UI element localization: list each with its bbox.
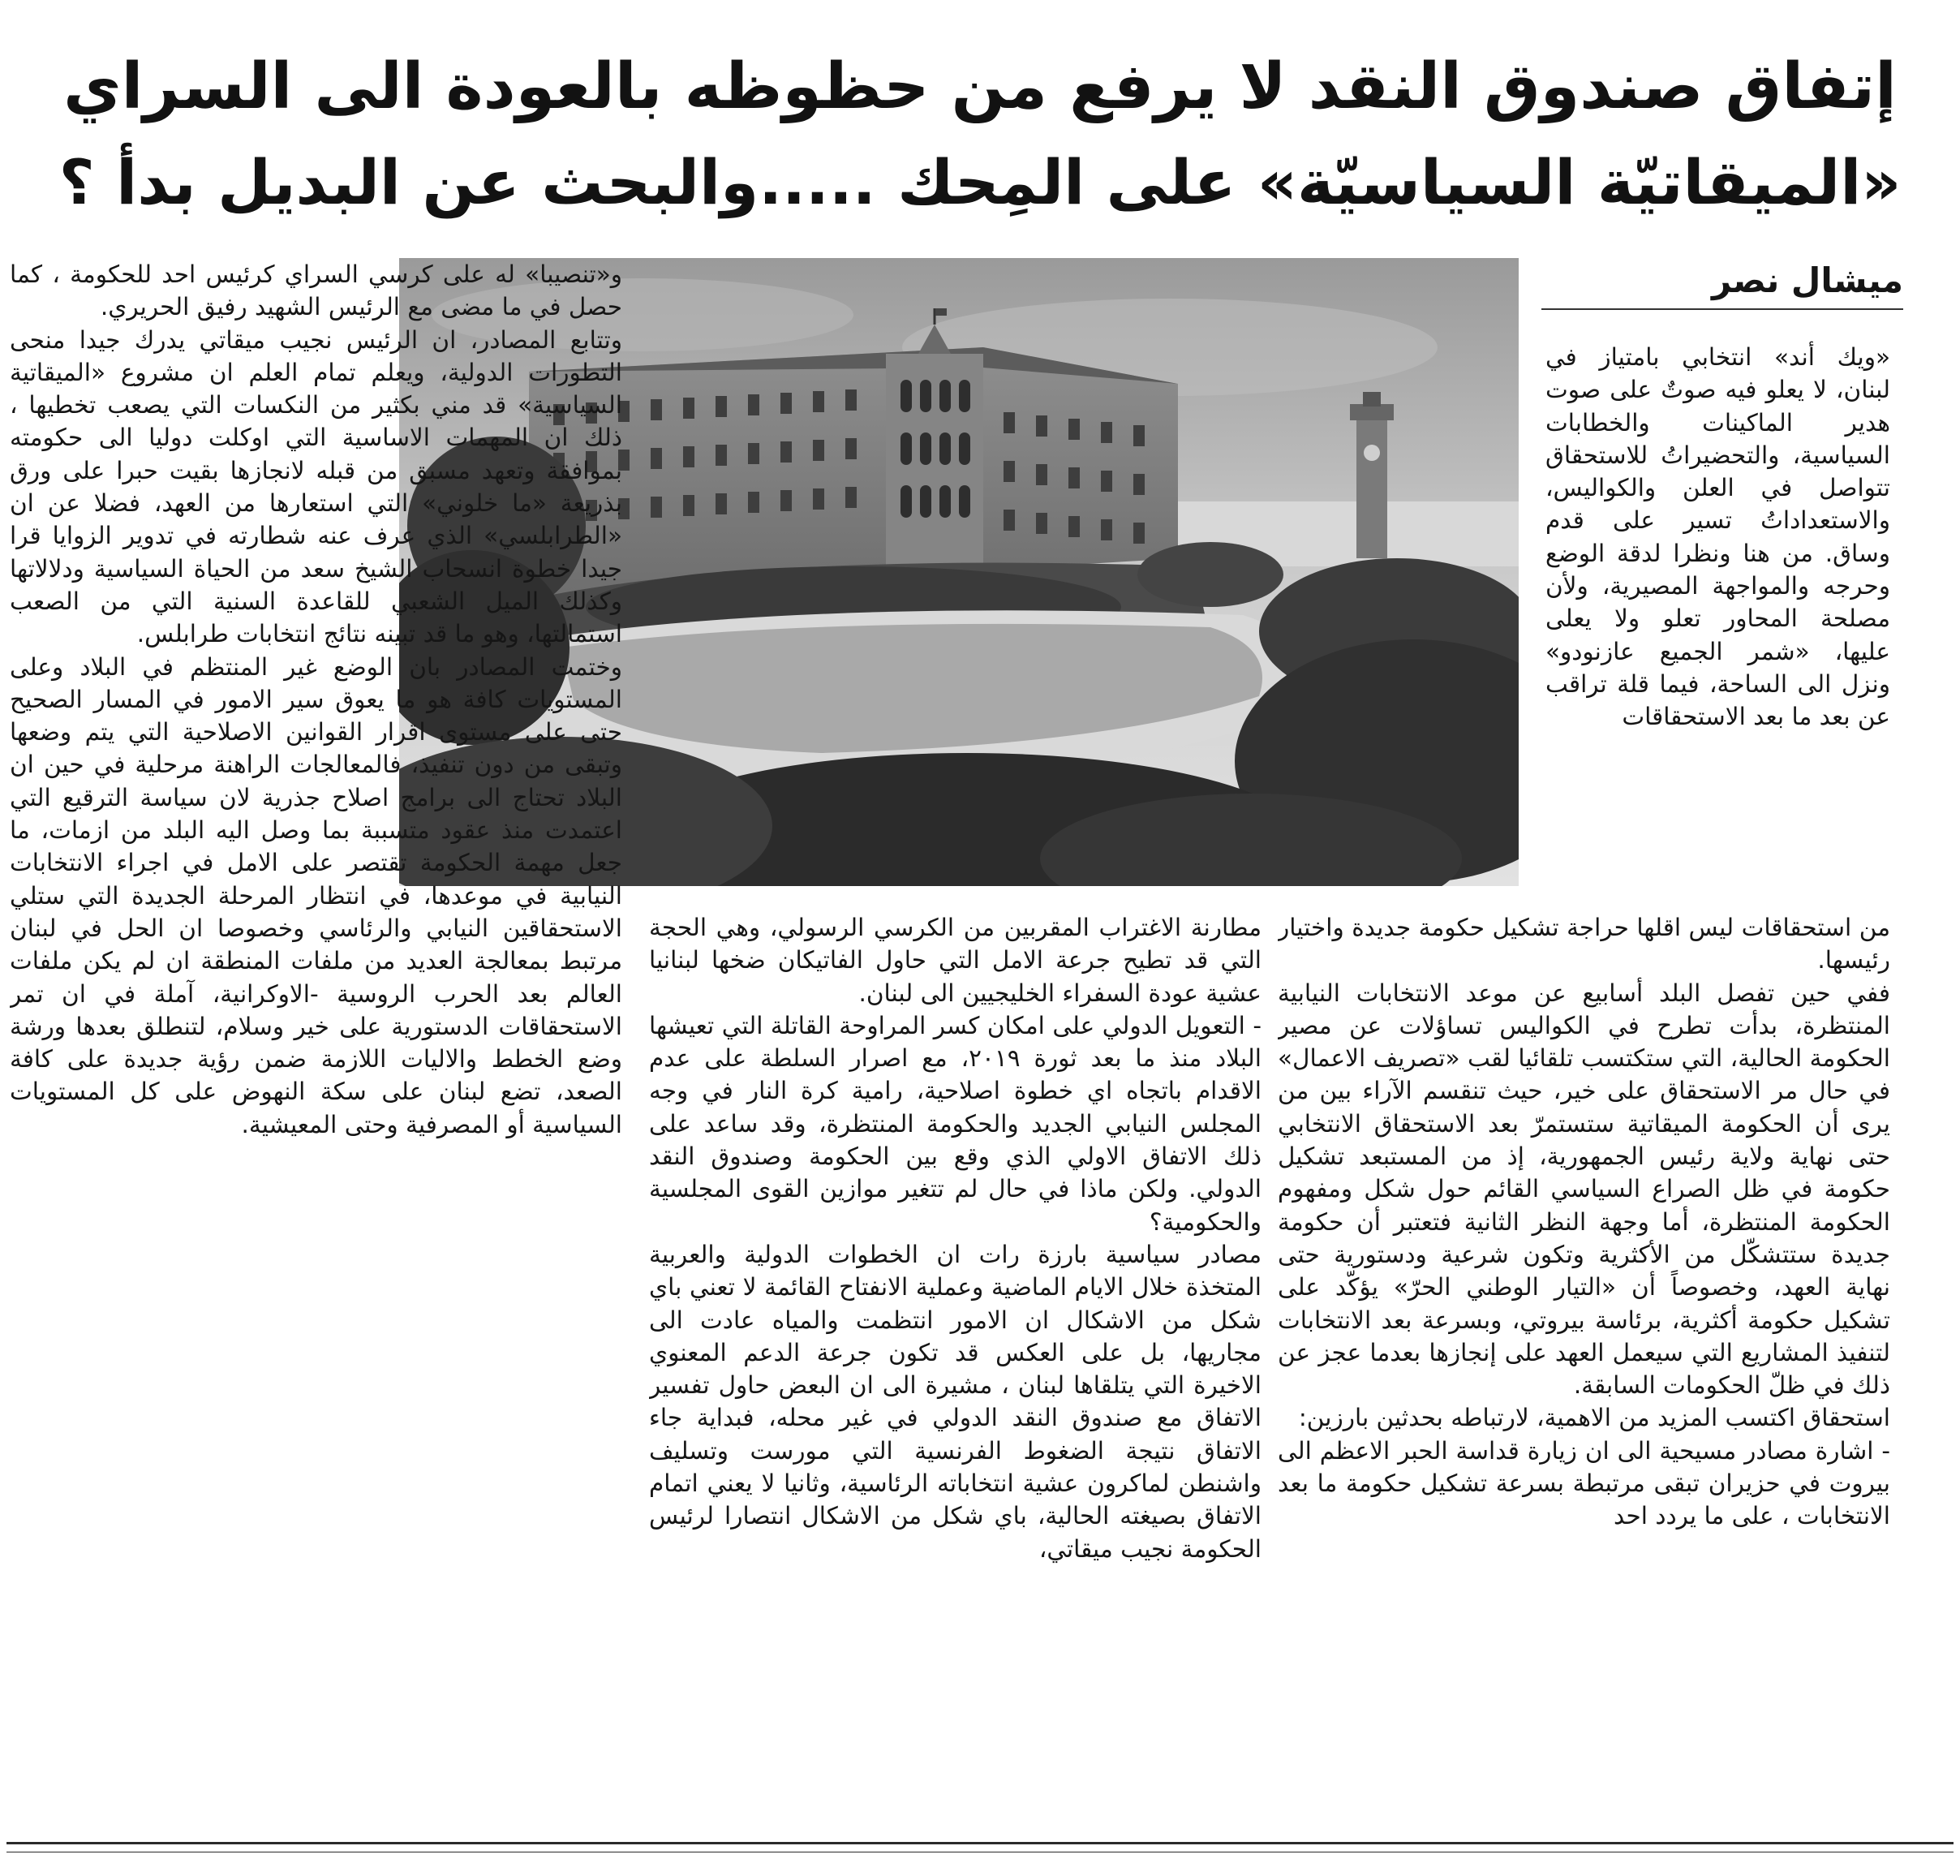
paragraph: و«تنصيبا» له على كرسي السراي كرئيس احد للحكومة ، كما حصل في ما مضى مع الرئيس الشهيد رفيق الحريري.	[10, 260, 622, 321]
bottom-rule	[6, 1842, 1954, 1844]
byline-underline	[1541, 308, 1903, 310]
paragraph: وختمت المصادر بان الوضع غير المنتظم في البلاد وعلى المستويات كافة هو ما يعوق سير الامور في المسار الصحيح حتى على مستوى اقرار القوانين الاصلاحية التي يتم وضعها وتبقى من دون تنفيذ، فالمعالجات الراهنة مرحلية في حين ان البلاد تحتاج الى برامج اصلاح جذرية لان سياسة الترقيع التي اعتمدت منذ عقود متسببة بما وصل اليه البلد من ازمات، ما جعل مهمة الحكومة تقتصر على الامل في اجراء الانتخابات النيابية في موعدها، في انتظار المرحلة الجديدة التي ستلي الاستحقاقين النيابي والرئاسي وخصوصا ان الحل في لبنان مرتبط بمعالجة العديد من ملفات المنطقة ان لم يكن ملفات العالم بعد الحرب الروسية -الاوكرانية، آملة في ان تمر الاستحقاقات الدستورية على خير وسلام، لتنطلق بعدها ورشة وضع الخطط والاليات اللازمة ضمن رؤية جديدة على كافة الصعد، تضع لبنان على سكة النهوض على كل المستويات السياسية أو المصرفية وحتى المعيشية.	[10, 652, 622, 1138]
headline-line-2: «الميقاتيّة السياسيّة» على المِحك .....والبحث عن البديل بدأ ؟	[58, 146, 1902, 218]
article-column-left	[10, 258, 622, 1828]
paragraph: من استحقاقات ليس اقلها حراجة تشكيل حكومة جديدة واختيار رئيسها.	[1278, 914, 1890, 975]
article-column-right	[1278, 911, 1890, 1832]
article-column-right-top	[1545, 341, 1890, 911]
paragraph: مصادر سياسية بارزة رات ان الخطوات الدولية والعربية المتخذة خلال الايام الماضية وعملية الانفتاح القائمة لا تعني باي شكل من الاشكال ان الامور انتظمت والمياه عادت الى مجاريها، بل على العكس قد تكون جرعة الدعم المعنوي الاخيرة التي يتلقاها لبنان ، مشيرة الى ان البعض حاول تفسير الاتفاق مع صندوق النقد الدولي في غير محله، فبداية جاء الاتفاق نتيجة الضغوط الفرنسية التي مورست وتسليف واشنطن لماكرون عشية انتخاباته الرئاسية، وثانيا لا يعني اتمام الاتفاق بصيغته الحالية، باي شكل من الاشكال انتصارا لرئيس الحكومة نجيب ميقاتي،	[649, 1240, 1262, 1563]
paragraph: - التعويل الدولي على امكان كسر المراوحة القاتلة التي تعيشها البلاد منذ ما بعد ثورة ٢٠١٩، مع اصرار السلطة على عدم الاقدام باتجاه اي خطوة اصلاحية، رامية كرة النار في وجه المجلس النيابي الجديد والحكومة المنتظرة، وقد ساعد على ذلك الاتفاق الاولي الذي وقع بين الحكومة وصندوق النقد الدولي. ولكن ماذا في حال لم تتغير موازين القوى المجلسية والحكومية؟	[649, 1011, 1262, 1236]
paragraph: مطارنة الاغتراب المقربين من الكرسي الرسولي، وهي الحجة التي قد تطيح جرعة الامل التي حاول الفاتيكان ضخها لبنانيا عشية عودة السفراء الخليجيين الى لبنان.	[649, 914, 1262, 1007]
article-column-middle	[649, 911, 1262, 1832]
paragraph: وتتابع المصادر، ان الرئيس نجيب ميقاتي يدرك جيدا منحى التطورات الدولية، ويعلم تمام العلم ان مشروع «الميقاتية السياسية» قد مني بكثير من النكسات التي يصعب تخطيها ، ذلك ان المهمات الاساسية التي اوكلت دوليا الى حكومته بموافقة وتعهد مسبق من قبله لانجازها بقيت حبرا على ورق بذريعة «ما خلوني» التي استعارها من العهد، فضلا عن ان «الطرابلسي» الذي عرف عنه شطارته في تدوير الزوايا قرا جيدا خطوة انسحاب الشيخ سعد من الحياة السياسية ودلالاتها وكذلك الميل الشعبي للقاعدة السنية التي من الصعب استمالتها، وهو ما قد تبينه نتائج انتخابات طرابلس.	[10, 325, 622, 648]
paragraph: استحقاق اكتسب المزيد من الاهمية، لارتباطه بحدثين بارزين:	[1298, 1404, 1890, 1432]
paragraph: - اشارة مصادر مسيحية الى ان زيارة قداسة الحبر الاعظم الى بيروت في حزيران تبقى مرتبطة بسرعة تشكيل حكومة ما بعد الانتخابات ، على ما يردد احد	[1278, 1436, 1890, 1530]
paragraph: ففي حين تفصل البلد أسابيع عن موعد الانتخابات النيابية المنتظرة، بدأت تطرح في الكواليس تساؤلات عن مصير الحكومة الحالية، التي ستكتسب تلقائيا لقب «تصريف الاعمال» في حال مر الاستحقاق على خير، حيث تنقسم الآراء بين من يرى أن الحكومة الميقاتية ستستمرّ بعد الاستحقاق الانتخابي حتى نهاية ولاية رئيس الجمهورية، إذ من المستبعد تشكيل حكومة في ظل الصراع السياسي القائم حول شكل ومفهوم الحكومة المنتظرة، أما وجهة النظر الثانية فتعتبر أن حكومة جديدة ستتشكّل من الأكثرية وتكون شرعية ودستورية حتى نهاية العهد، وخصوصاً أن «التيار الوطني الحرّ» يؤكّد على تشكيل حكومة أكثرية، برئاسة بيروتي، وبسرعة بعد الانتخابات لتنفيذ المشاريع التي سيعمل العهد على إنجازها بعدما عجز عن ذلك في ظلّ الحكومات السابقة.	[1278, 979, 1890, 1400]
byline-author: ميشال نصر	[1711, 260, 1903, 300]
headline-line-1: إتفاق صندوق النقد لا يرفع من حظوظه بالعودة الى السراي	[63, 50, 1897, 123]
paragraph: «ويك أند» انتخابي بامتياز في لبنان، لا يعلو فيه صوتٌ على صوت هدير الماكينات والخطابات السياسية، والتحضيراتُ للاستحقاق تتواصل في العلن والكواليس، والاستعداداتُ تسير على قدم وساق. من هنا ونظرا لدقة الوضع وحرجه والمواجهة المصيرية، ولأن مصلحة المحاور تعلو ولا يعلى عليها، «شمر الجميع عازنودو» ونزل الى الساحة، فيما قلة تراقب عن بعد ما بعد الاستحقاقات	[1545, 343, 1890, 731]
